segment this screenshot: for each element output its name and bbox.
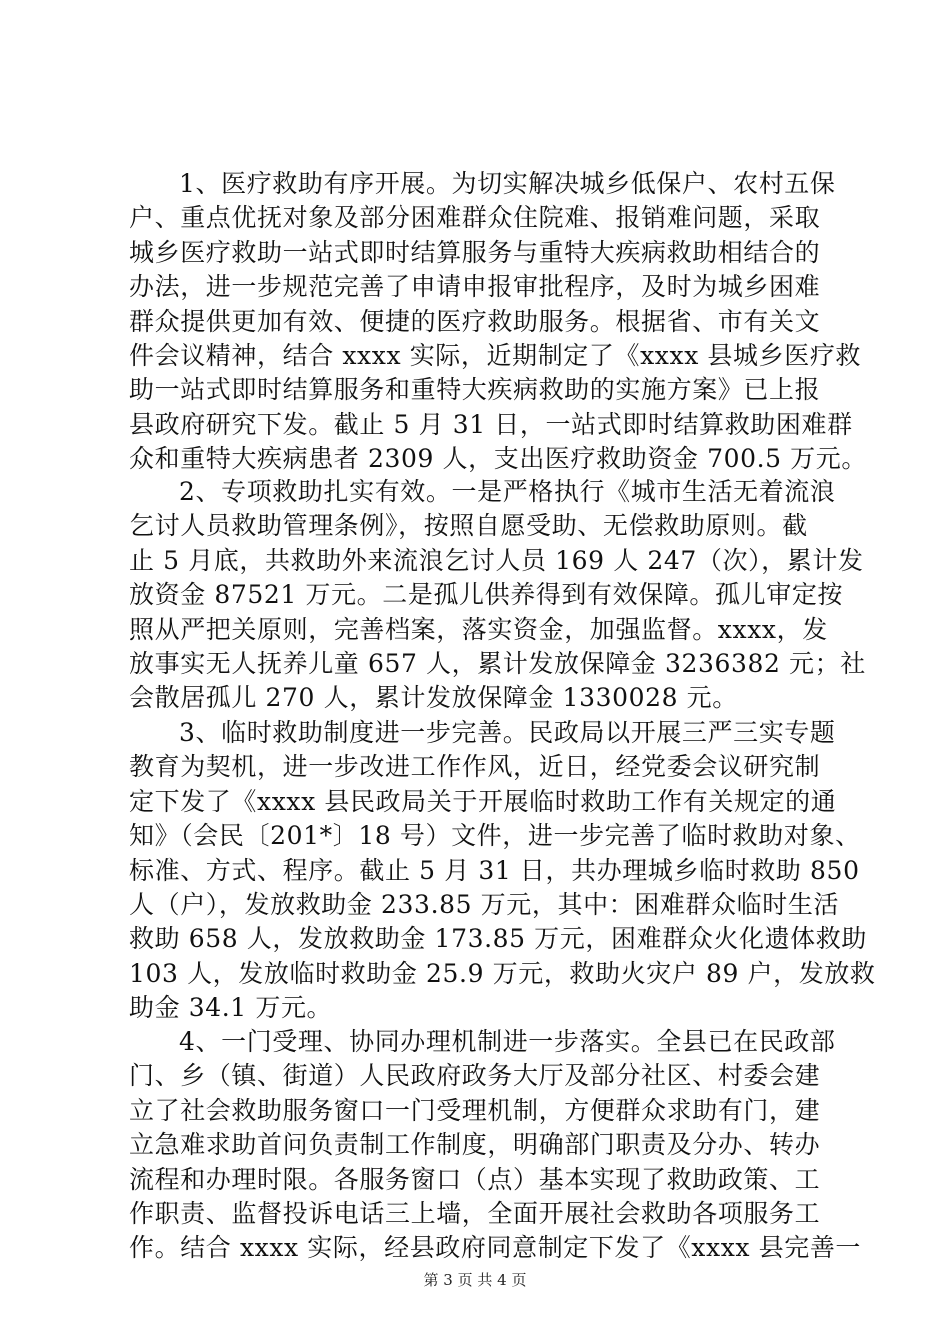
text-line: 立急难求助首问负责制工作制度，明确部门职责及分办、转办 <box>129 1130 821 1160</box>
text-line: 门、乡（镇、街道）人民政府政务大厅及部分社区、村委会建 <box>129 1061 821 1091</box>
text-line: 2、专项救助扎实有效。一是严格执行《城市生活无着流浪 <box>179 477 836 506</box>
text-line: 标准、方式、程序。截止 5 月 31 日，共办理城乡临时救助 850 <box>129 855 860 885</box>
paragraph-temporary-assistance <box>129 716 876 1026</box>
text-line: 群众提供更加有效、便捷的医疗救助服务。根据省、市有关文 <box>129 306 821 336</box>
text-line: 助金 34.1 万元。 <box>129 993 333 1023</box>
text-line: 办法，进一步规范完善了申请申报审批程序，及时为城乡困难 <box>129 272 821 302</box>
text-line: 众和重特大疾病患者 2309 人，支出医疗救助资金 700.5 万元。 <box>129 444 867 474</box>
text-line: 定下发了《xxxx 县民政局关于开展临时救助工作有关规定的通 <box>129 786 837 816</box>
text-line: 作。结合 xxxx 实际，经县政府同意制定下发了《xxxx 县完善一 <box>129 1233 862 1263</box>
text-line: 作职责、监督投诉电话三上墙，全面开展社会救助各项服务工 <box>129 1198 821 1228</box>
text-line: 立了社会救助服务窗口一门受理机制，方便群众求助有门，建 <box>129 1095 821 1125</box>
text-line: 城乡医疗救助一站式即时结算服务与重特大疾病救助相结合的 <box>129 237 821 267</box>
text-line: 止 5 月底，共救助外来流浪乞讨人员 169 人 247（次），累计发 <box>129 545 864 575</box>
text-line: 会散居孤儿 270 人，累计发放保障金 1330028 元。 <box>129 683 738 713</box>
text-line: 人（户），发放救助金 233.85 万元，其中：困难群众临时生活 <box>129 889 840 919</box>
text-line: 放事实无人抚养儿童 657 人，累计发放保障金 3236382 元；社 <box>129 648 866 678</box>
text-line: 知》（会民〔201*〕18 号）文件，进一步完善了临时救助对象、 <box>129 821 861 851</box>
text-line: 县政府研究下发。截止 5 月 31 日，一站式即时结算救助困难群 <box>129 409 853 439</box>
text-line: 件会议精神，结合 xxxx 实际，近期制定了《xxxx 县城乡医疗救 <box>129 340 862 370</box>
text-line: 3、临时救助制度进一步完善。民政局以开展三严三实专题 <box>179 718 836 747</box>
text-line: 103 人，发放临时救助金 25.9 万元，救助火灾户 89 户，发放救 <box>129 958 876 988</box>
page-footer: 第 3 页 共 4 页 <box>423 1271 527 1289</box>
paragraph-special-assistance <box>129 475 866 716</box>
text-line: 流程和办理时限。各服务窗口（点）基本实现了救助政策、工 <box>129 1164 821 1194</box>
paragraph-one-window-service <box>129 1025 862 1266</box>
text-line: 教育为契机，进一步改进工作作风，近日，经党委会议研究制 <box>129 752 821 782</box>
text-line: 4、一门受理、协同办理机制进一步落实。全县已在民政部 <box>179 1027 836 1056</box>
text-line: 户、重点优抚对象及部分困难群众住院难、报销难问题，采取 <box>129 203 821 233</box>
text-line: 照从严把关原则，完善档案，落实资金，加强监督。xxxx，发 <box>129 614 828 644</box>
text-line: 1、医疗救助有序开展。为切实解决城乡低保户、农村五保 <box>179 169 836 198</box>
text-line: 助一站式即时结算服务和重特大疾病救助的实施方案》已上报 <box>129 375 821 405</box>
text-line: 乞讨人员救助管理条例》，按照自愿受助、无偿救助原则。截 <box>129 511 808 541</box>
text-line: 放资金 87521 万元。二是孤儿供养得到有效保障。孤儿审定按 <box>129 580 844 610</box>
text-line: 救助 658 人，发放救助金 173.85 万元，困难群众火化遗体救助 <box>129 924 867 954</box>
paragraph-medical-assistance <box>129 167 867 477</box>
